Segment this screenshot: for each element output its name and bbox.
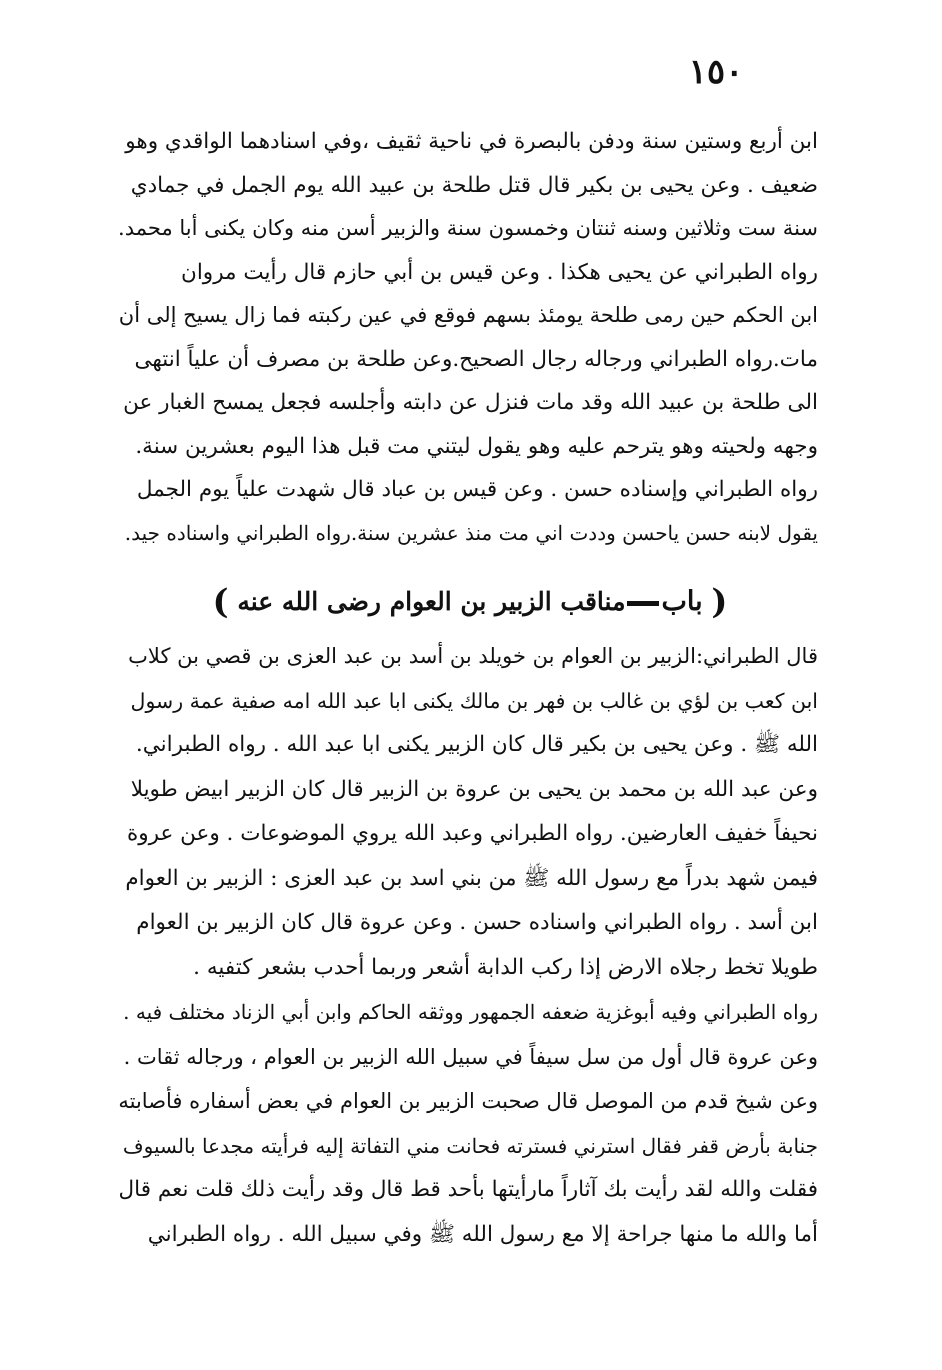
kashida-stroke	[627, 601, 659, 606]
heading-bab-word: باب	[661, 586, 703, 617]
text-line: ابن أسد . رواه الطبراني واسناده حسن . وعن عروة قال كان الزبير بن العوام	[136, 910, 818, 935]
text-line: ابن الحكم حين رمى طلحة يومئذ بسهم فوقع في عين ركبته فما زال يسيح إلى أن	[118, 303, 818, 327]
heading-open-paren: (	[711, 582, 728, 622]
text-line: قال الطبراني:الزبير بن العوام بن خويلد بن أسد بن عبد العزى بن قصي بن كلاب	[128, 644, 818, 668]
text-line: وجهه ولحيته وهو يترحم عليه وهو يقول ليتني مت قبل هذا اليوم بعشرين سنة.	[135, 433, 818, 459]
text-line: وعن عروة قال أول من سل سيفاً في سبيل الله الزبير بن العوام ، ورجاله ثقات .	[123, 1044, 818, 1069]
text-line: مات.رواه الطبراني ورجاله رجال الصحيح.وعن طلحة بن مصرف أن علياً انتهى	[134, 346, 818, 372]
text-line: وعن عبد الله بن محمد بن يحيى بن عروة بن الزبير قال كان الزبير ابيض طويلا	[130, 776, 818, 802]
text-line: ابن كعب بن لؤي بن غالب بن فهر بن مالك يكنى ابا عبد الله امه صفية عمة رسول	[130, 688, 818, 713]
text-line: جنابة بأرض قفر فقال استرني فسترته فحانت مني التفاتة إليه فرأيته مجدعا بالسيوف	[122, 1133, 818, 1158]
text-line: رواه الطبراني وإسناده حسن . وعن قيس بن عباد قال شهدت علياً يوم الجمل	[136, 477, 818, 502]
paragraph-bottom	[118, 634, 818, 1257]
text-line: ضعيف . وعن يحيى بن بكير قال قتل طلحة بن عبيد الله يوم الجمل في جمادي	[130, 172, 818, 198]
text-line: رواه الطبراني عن يحيى هكذا . وعن قيس بن أبي حازم قال رأيت مروان	[181, 259, 818, 285]
text-line: أما والله ما منها جراحة إلا مع رسول الله ﷺ وفي سبيل الله . رواه الطبراني	[147, 1221, 818, 1247]
text-line: ابن أربع وستين سنة ودفن بالبصرة في ناحية ثقيف ،وفي اسنادهما الواقدي وهو	[125, 129, 818, 154]
chapter-heading	[200, 574, 740, 630]
text-line: وعن شيخ قدم من الموصل قال صحبت الزبير بن العوام في بعض أسفاره فأصابته	[118, 1089, 818, 1113]
page-number: ١٥٠	[688, 52, 744, 92]
heading-title: مناقب الزبير بن العوام رضى الله عنه	[237, 587, 626, 616]
text-line: رواه الطبراني وفيه أبوغزية ضعفه الجمهور ووثقه الحاكم وابن أبي الزناد مختلف فيه .	[123, 1000, 818, 1024]
text-line: نحيفاً خفيف العارضين. رواه الطبراني وعبد الله يروي الموضوعات . وعن عروة	[126, 821, 818, 846]
text-line: فيمن شهد بدراً مع رسول الله ﷺ من بني اسد بن عبد العزى : الزبير بن العوام	[125, 865, 818, 891]
heading-close-paren: )	[212, 582, 229, 622]
text-line: يقول لابنه حسن ياحسن وددت اني مت منذ عشرين سنة.رواه الطبراني واسناده جيد.	[124, 520, 818, 545]
text-line: الله ﷺ . وعن يحيى بن بكير قال كان الزبير يكنى ابا عبد الله . رواه الطبراني.	[135, 732, 818, 757]
text-line: سنة ست وثلاثين وسنه ثنتان وخمسون سنة والزبير أسن منه وكان يكنى أبا محمد.	[118, 216, 818, 240]
text-line: الى طلحة بن عبيد الله وقد مات فنزل عن دابته وأجلسه فجعل يمسح الغبار عن	[123, 390, 818, 415]
text-line: طويلا تخط رجلاه الارض إذا ركب الدابة أشعر وربما أحدب بشعر كتفيه .	[193, 954, 818, 980]
paragraph-top	[118, 120, 818, 555]
text-line: فقلت والله لقد رأيت بك آثاراً مارأيتها بأحد قط قال وقد رأيت ذلك قلت نعم قال	[118, 1177, 818, 1202]
